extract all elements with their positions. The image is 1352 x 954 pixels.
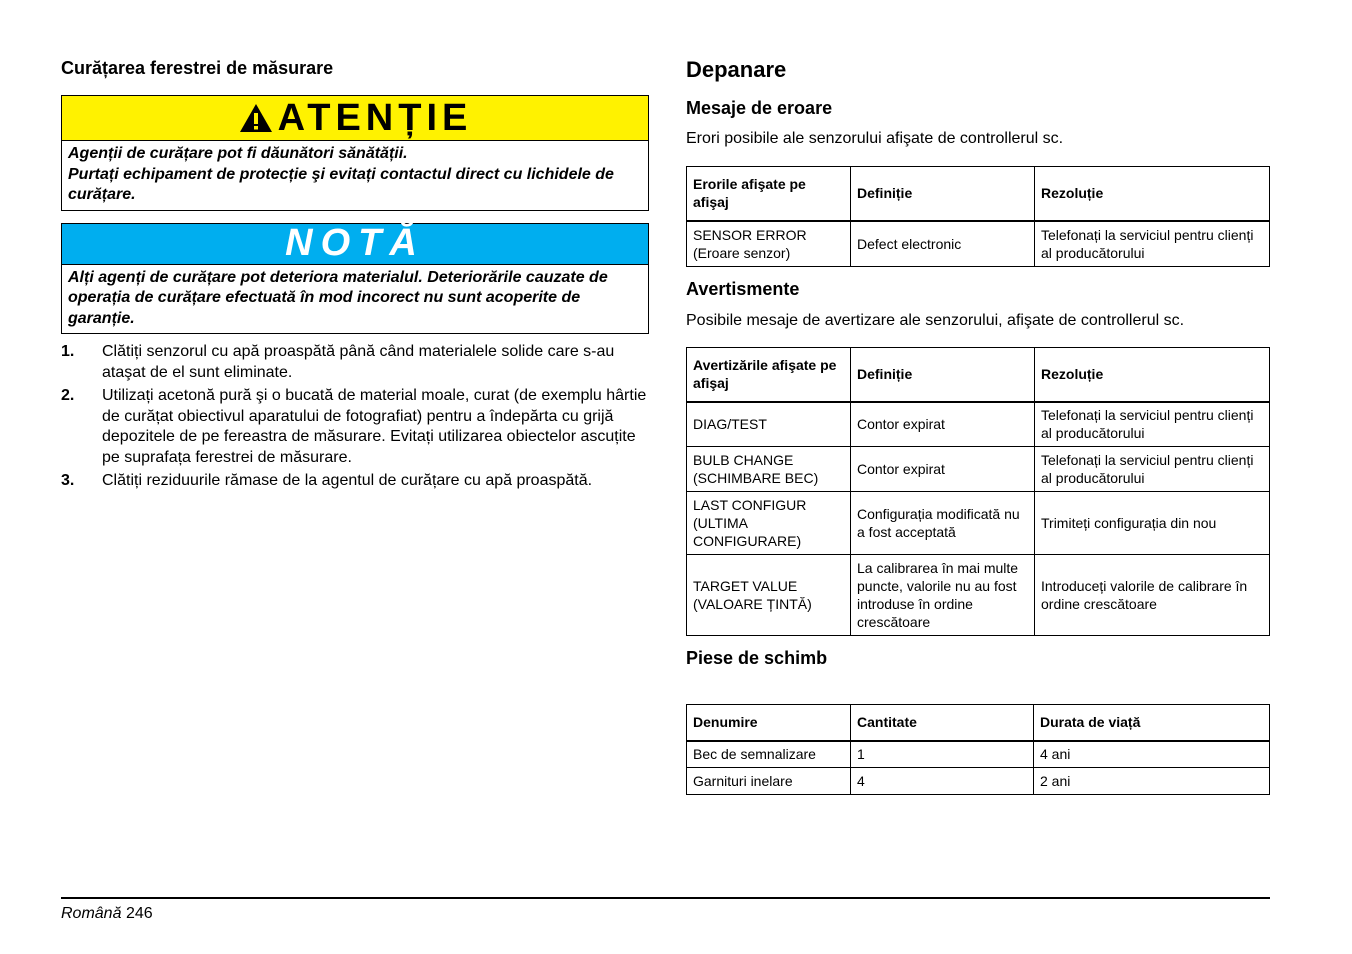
warning-body [62, 141, 648, 210]
table-cell: TARGET VALUE (VALOARE ȚINTĂ) [687, 555, 851, 636]
table-header: Cantitate [851, 705, 1034, 741]
warning-line-2: Purtați echipament de protecție şi evitați contactul direct cu lichidele de curățare. [68, 165, 614, 203]
table-row [687, 402, 1270, 447]
table-cell: 1 [851, 741, 1034, 768]
step-number: 1. [61, 343, 75, 360]
table-row [687, 741, 1270, 768]
table-cell: 4 ani [1034, 741, 1270, 768]
footer-divider [61, 897, 1270, 899]
list-item [61, 342, 649, 383]
table-header: Definiție [851, 167, 1035, 221]
parts-heading: Piese de schimb [686, 648, 828, 668]
section-title: Curățarea ferestrei de măsurare [61, 58, 334, 78]
table-cell: Garnituri inelare [687, 768, 851, 795]
page-heading: Depanare [686, 57, 787, 82]
errors-intro: Erori posibile ale senzorului afişate de controllerul sc. [686, 130, 1064, 147]
note-body: Alți agenți de curățare pot deteriora materialul. Deteriorările cauzate de operația de curățare efectuată în mod incorect nu sunt acoperite de garanție. [68, 268, 608, 327]
parts-table [686, 704, 1270, 795]
table-cell: 2 ani [1034, 768, 1270, 795]
warnings-table [686, 347, 1270, 636]
table-row [687, 768, 1270, 795]
warning-header [62, 96, 648, 141]
warning-triangle-icon [238, 102, 274, 134]
warning-box [61, 95, 649, 211]
errors-table [686, 166, 1270, 267]
steps-list [61, 342, 649, 492]
note-box [61, 223, 649, 335]
left-column [61, 56, 649, 495]
table-header: Denumire [687, 705, 851, 741]
table-cell: DIAG/TEST [687, 402, 851, 447]
table-header: Erorile afişate pe afişaj [687, 167, 851, 221]
table-header: Durata de viață [1034, 705, 1270, 741]
table-cell: Trimiteți configurația din nou [1035, 492, 1270, 555]
table-cell: Introduceți valorile de calibrare în ordine crescătoare [1035, 555, 1270, 636]
right-column [686, 56, 1269, 795]
table-cell: La calibrarea în mai multe puncte, valorile nu au fost introduse în ordine crescătoare [851, 555, 1035, 636]
page-footer [61, 905, 153, 923]
table-row [687, 492, 1270, 555]
table-header: Rezoluție [1035, 167, 1270, 221]
table-cell: Contor expirat [851, 447, 1035, 492]
table-row [687, 221, 1270, 267]
table-cell: Telefonați la serviciul pentru clienți al producătorului [1035, 221, 1270, 267]
note-title: NOTĂ [285, 222, 425, 264]
footer-language: Română [61, 905, 122, 922]
table-header: Rezoluție [1035, 348, 1270, 402]
table-cell: SENSOR ERROR (Eroare senzor) [687, 221, 851, 267]
table-cell: Telefonați la serviciul pentru clienți al producătorului [1035, 402, 1270, 447]
note-header [62, 224, 648, 265]
table-cell: Bec de semnalizare [687, 741, 851, 768]
table-cell: Telefonați la serviciul pentru clienți al producătorului [1035, 447, 1270, 492]
table-cell: BULB CHANGE (SCHIMBARE BEC) [687, 447, 851, 492]
list-item [61, 386, 649, 468]
step-text: Clătiți reziduurile rămase de la agentul de curățare cu apă proaspătă. [102, 472, 593, 489]
table-header: Definiție [851, 348, 1035, 402]
step-text: Utilizați acetonă pură şi o bucată de material moale, curat (de exemplu hârtie de curățat obiectivul aparatului de fotografiat) pentru a îndepărta cu grijă depozitele de pe fereastra de măsurare. Evitați utilizarea obiectelor ascuțite pe suprafața ferestrei de măsurare. [102, 387, 647, 466]
warning-title: ATENȚIE [277, 96, 473, 139]
table-cell: Defect electronic [851, 221, 1035, 267]
warning-line-1: Agenții de curățare pot fi dăunători sănătății. [68, 145, 408, 162]
table-row [687, 555, 1270, 636]
table-cell: 4 [851, 768, 1034, 795]
table-cell: Contor expirat [851, 402, 1035, 447]
table-cell: LAST CONFIGUR (ULTIMA CONFIGURARE) [687, 492, 851, 555]
table-header: Avertizările afişate pe afişaj [687, 348, 851, 402]
errors-heading: Mesaje de eroare [686, 98, 833, 118]
step-number: 2. [61, 387, 75, 404]
table-cell: Configurația modificată nu a fost acceptată [851, 492, 1035, 555]
step-number: 3. [61, 472, 75, 489]
warnings-intro: Posibile mesaje de avertizare ale senzorului, afişate de controllerul sc. [686, 312, 1185, 329]
list-item [61, 471, 649, 492]
step-text: Clătiți senzorul cu apă proaspătă până când materialele solide care s-au ataşat de el sunt eliminate. [102, 343, 615, 381]
warnings-heading: Avertismente [686, 279, 800, 299]
page-number: 246 [125, 905, 153, 922]
table-row [687, 447, 1270, 492]
